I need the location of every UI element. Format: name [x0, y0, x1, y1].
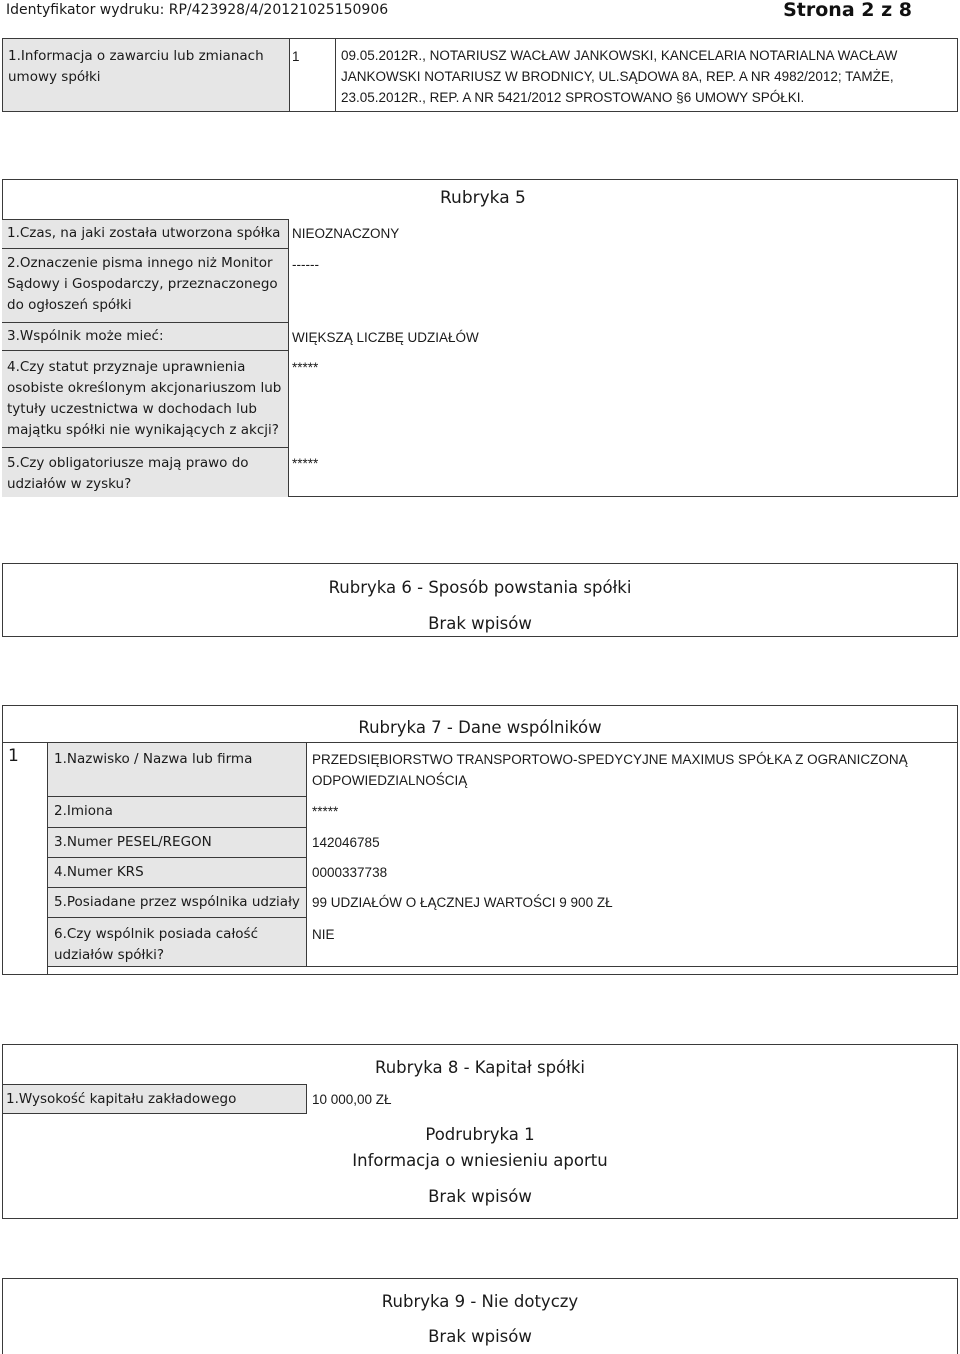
r8-label: 1.Wysokość kapitału zakładowego [6, 1091, 237, 1107]
r7-label-4: 4.Numer KRS [54, 864, 144, 880]
r8-empty: Brak wpisów [428, 1187, 532, 1206]
r7-partner-number: 1 [8, 746, 19, 766]
page-number: Strona 2 z 8 [783, 0, 912, 21]
r7-line-3 [48, 857, 307, 858]
r5-line-4 [2, 447, 289, 448]
r7-label-6: 6.Czy wspólnik posiada całość udziałów spółki? [54, 926, 259, 963]
agreement-info-label: 1.Informacja o zawarciu lub zmianach umowy spółki [8, 48, 264, 85]
r8-value: 10 000,00 ZŁ [312, 1092, 392, 1107]
r7-bottom-line [48, 966, 958, 967]
r5-line-0 [2, 219, 289, 220]
r5-value-2: ------ [292, 257, 319, 272]
r7-label-3: 3.Numer PESEL/REGON [54, 834, 212, 850]
r5-line-3 [2, 350, 289, 351]
r5-label-2: 2.Oznaczenie pisma innego niż Monitor Sądowy i Gospodarczy, przeznaczonego do ogłoszeń spółki [7, 255, 278, 313]
r5-label-4: 4.Czy statut przyznaje uprawnienia osobiste określonym akcjonariuszom lub tytuły uczestnictwa w dochodach lub majątku spółki nie wynikających z akcji? [7, 359, 282, 438]
r7-value-4: 0000337738 [312, 865, 388, 880]
rubryka-8-title: Rubryka 8 - Kapitał spółki [375, 1058, 585, 1077]
rubryka-6-section [2, 563, 958, 637]
r7-value-2: ***** [312, 804, 339, 819]
r5-value-5: ***** [292, 456, 319, 471]
r7-line-1 [48, 796, 307, 797]
agreement-info-number: 1 [292, 49, 300, 64]
r7-line-2 [48, 827, 307, 828]
r5-label-3: 3.Wspólnik może mieć: [7, 328, 164, 344]
rubryka-6-title: Rubryka 6 - Sposób powstania spółki [328, 578, 632, 597]
agreement-info-divider [335, 38, 336, 112]
agreement-info-value: 09.05.2012R., NOTARIUSZ WACŁAW JANKOWSKI, KANCELARIA NOTARIALNA WACŁAW JANKOWSKI NOTARIUSZ W BRODNICY, UL.SĄDOWA 8A, REP. A NR 4982/2012; TAMŻE, 23.05.2012R., REP. A NR 5421/2012 SPROSTOWANO §6 UMOWY SPÓŁKI. [341, 48, 898, 105]
r5-value-3: WIĘKSZĄ LICZBĘ UDZIAŁÓW [292, 330, 479, 345]
rubryka-9-section [2, 1278, 958, 1354]
print-identifier: Identyfikator wydruku: RP/423928/4/20121025150906 [6, 2, 389, 18]
rubryka-6-empty: Brak wpisów [428, 614, 532, 633]
r7-value-6: NIE [312, 927, 335, 942]
r7-line-5 [48, 917, 307, 918]
r5-value-1: NIEOZNACZONY [292, 226, 400, 241]
r8-subheading: Podrubryka 1 [425, 1125, 535, 1144]
r5-value-4: ***** [292, 360, 319, 375]
rubryka-9-title: Rubryka 9 - Nie dotyczy [381, 1292, 579, 1311]
r7-value-5: 99 UDZIAŁÓW O ŁĄCZNEJ WARTOŚCI 9 900 ZŁ [312, 895, 613, 910]
r7-value-1: PRZEDSIĘBIORSTWO TRANSPORTOWO-SPEDYCYJNE MAXIMUS SPÓŁKA Z OGRANICZONĄ ODPOWIEDZIALNOŚCIĄ [312, 752, 908, 788]
r5-label-5: 5.Czy obligatoriusze mają prawo do udziałów w zysku? [7, 455, 249, 492]
r7-label-5: 5.Posiadane przez wspólnika udziały [54, 894, 300, 910]
rubryka-7-title: Rubryka 7 - Dane wspólników [358, 718, 602, 737]
r5-line-1 [2, 248, 289, 249]
r5-label-1: 1.Czas, na jaki została utworzona spółka [7, 225, 281, 241]
rubryka-5-title: Rubryka 5 [440, 188, 526, 208]
r5-line-2 [2, 322, 289, 323]
rubryka-9-empty: Brak wpisów [428, 1327, 532, 1346]
r7-line-4 [48, 887, 307, 888]
r7-label-2: 2.Imiona [54, 803, 113, 819]
r8-subheading-description: Informacja o wniesieniu aportu [352, 1151, 608, 1170]
r7-value-3: 142046785 [312, 835, 380, 850]
r7-label-1: 1.Nazwisko / Nazwa lub firma [54, 751, 253, 767]
